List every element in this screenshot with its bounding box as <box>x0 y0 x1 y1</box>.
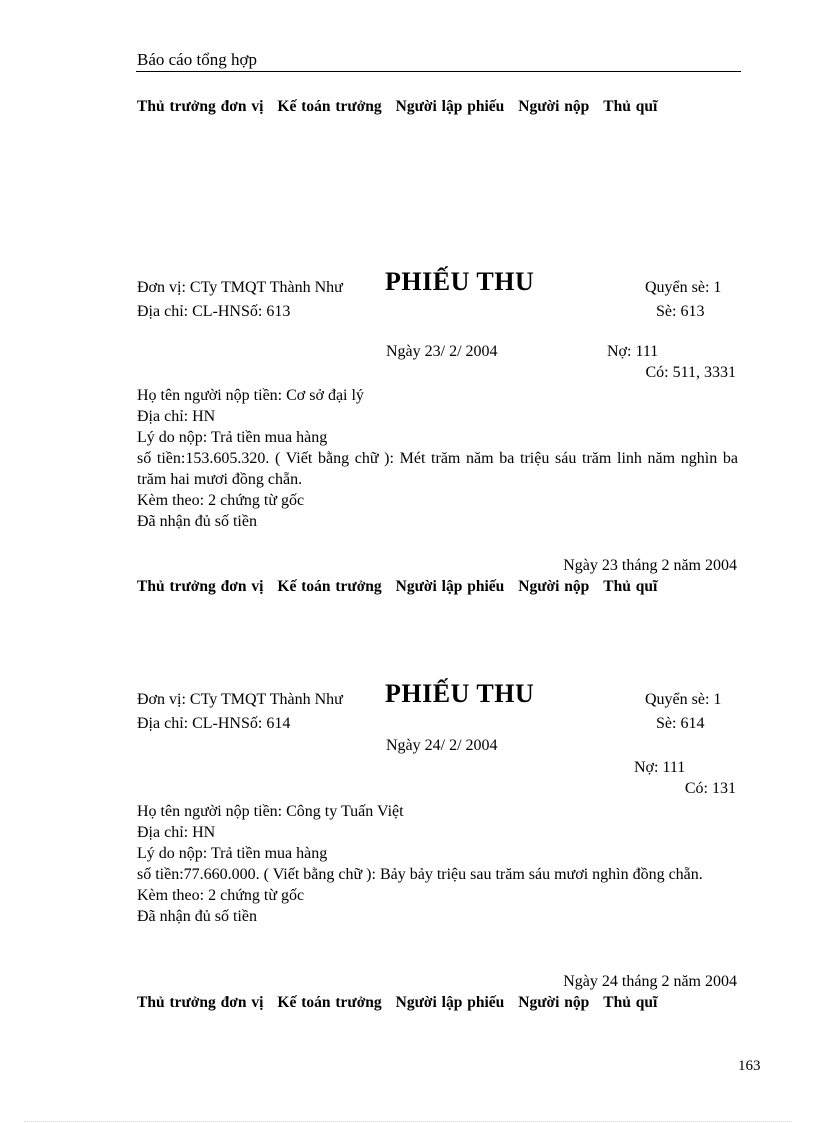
receipt-address-number: Địa chỉ: CL-HNSố: 613 <box>137 303 291 320</box>
sig-chief-accountant: Kế toán trưởng <box>277 578 382 595</box>
receipt-received: Đã nhận đủ số tiền <box>137 513 257 530</box>
sig-chief-accountant: Kế toán trưởng <box>277 98 382 115</box>
receipt-payer: Họ tên người nộp tiền: Công ty Tuấn Việt <box>137 803 404 820</box>
sig-head-of-unit: Thủ trưởng đơn vị <box>137 994 264 1011</box>
sig-chief-accountant: Kế toán trưởng <box>277 994 382 1011</box>
sig-preparer: Người lập phiếu <box>395 994 505 1011</box>
sig-payer: Người nộp <box>518 98 590 115</box>
receipt-date: Ngày 23/ 2/ 2004 <box>386 343 498 360</box>
receipt-payer-address: Địa chỉ: HN <box>137 408 216 425</box>
page-bottom-rule <box>24 1121 792 1122</box>
receipt-reason: Lý do nộp: Trả tiền mua hàng <box>137 845 328 862</box>
sig-preparer: Người lập phiếu <box>395 98 505 115</box>
signature-row-top <box>137 98 671 116</box>
page-number: 163 <box>738 1058 761 1074</box>
receipt-unit: Đơn vị: CTy TMQT Thành Như <box>137 279 343 296</box>
header-rule <box>136 71 741 72</box>
sig-head-of-unit: Thủ trưởng đơn vị <box>137 578 264 595</box>
receipt-title: PHIẾU THU <box>385 267 535 296</box>
receipt-unit: Đơn vị: CTy TMQT Thành Như <box>137 691 343 708</box>
sig-cashier: Thủ quĩ <box>603 98 658 115</box>
receipt-received: Đã nhận đủ số tiền <box>137 908 257 925</box>
receipt-payer: Họ tên người nộp tiền: Cơ sở đại lý <box>137 387 364 404</box>
receipt-title: PHIẾU THU <box>385 679 535 708</box>
receipt-body <box>137 801 738 927</box>
receipt-credit: Có: 511, 3331 <box>645 364 736 381</box>
receipt-body <box>137 385 738 532</box>
receipt-seq: Sè: 613 <box>656 303 705 320</box>
receipt-amount: số tiền:77.660.000. ( Viết bằng chữ ): Bảy bảy triệu sau trăm sáu mươi nghìn đồng chẵn. <box>137 866 703 883</box>
receipt-payer-address: Địa chỉ: HN <box>137 824 216 841</box>
receipt-address-number: Địa chỉ: CL-HNSố: 614 <box>137 715 291 732</box>
receipt-debit: Nợ: 111 <box>607 343 659 360</box>
sig-preparer: Người lập phiếu <box>395 578 505 595</box>
sig-payer: Người nộp <box>518 994 590 1011</box>
receipt-sign-date: Ngày 24 tháng 2 năm 2004 <box>563 973 737 990</box>
sig-payer: Người nộp <box>518 578 590 595</box>
sig-cashier: Thủ quĩ <box>603 578 658 595</box>
page-header-title: Báo cáo tổng hợp <box>137 50 257 69</box>
receipt-seq: Sè: 614 <box>656 715 705 732</box>
sig-head-of-unit: Thủ trưởng đơn vị <box>137 98 264 115</box>
receipt-sign-date: Ngày 23 tháng 2 năm 2004 <box>563 557 737 574</box>
receipt-book: Quyển sè: 1 <box>645 279 722 296</box>
receipt-attached: Kèm theo: 2 chứng từ gốc <box>137 887 305 904</box>
receipt-credit: Có: 131 <box>684 780 736 797</box>
receipt-attached: Kèm theo: 2 chứng từ gốc <box>137 492 305 509</box>
receipt-date: Ngày 24/ 2/ 2004 <box>386 737 498 754</box>
sig-cashier: Thủ quĩ <box>603 994 658 1011</box>
receipt-amount: số tiền:153.605.320. ( Viết bằng chữ ): Mét trăm năm ba triệu sáu trăm linh năm nghìn ba trăm hai mươi đồng chẵn. <box>137 450 738 488</box>
signature-row <box>137 994 671 1012</box>
receipt-reason: Lý do nộp: Trả tiền mua hàng <box>137 429 328 446</box>
receipt-book: Quyển sè: 1 <box>645 691 722 708</box>
receipt-debit: Nợ: 111 <box>634 759 686 776</box>
signature-row <box>137 578 671 596</box>
